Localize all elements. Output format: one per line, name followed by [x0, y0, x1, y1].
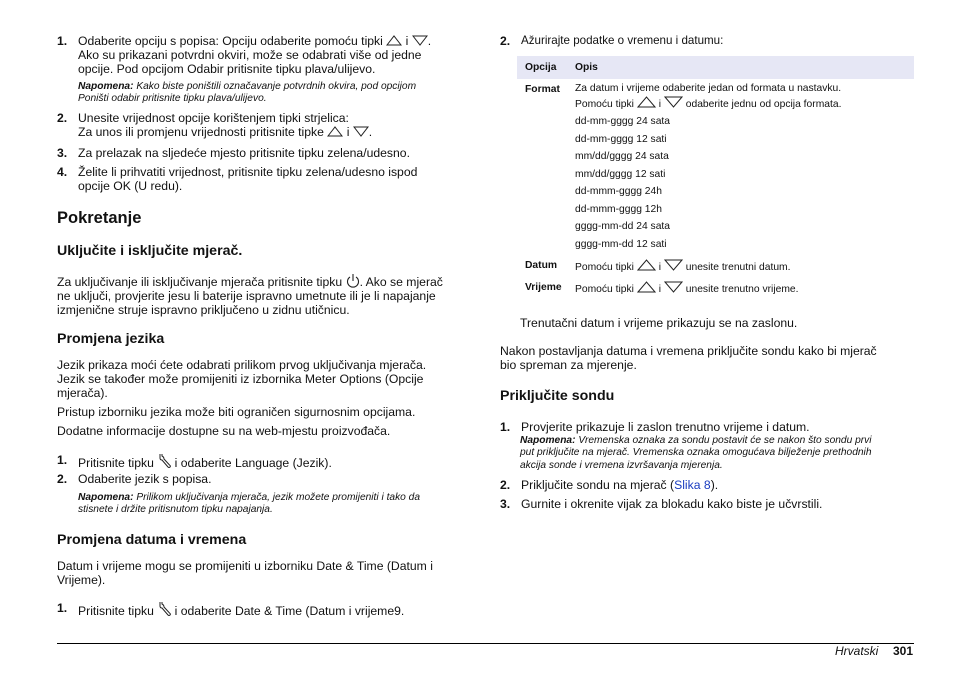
- subsection-title: Promjena datuma i vremena: [57, 532, 247, 548]
- up-arrow-icon: [637, 96, 656, 108]
- paragraph-text: Jezik se također može promijeniti iz izbornika Meter Options (Opcije: [57, 372, 424, 387]
- row-text: Pomoću tipki: [575, 262, 634, 273]
- section-title: Pokretanje: [57, 209, 142, 227]
- up-arrow-icon: [637, 259, 656, 271]
- down-arrow-icon: [664, 96, 683, 108]
- step-text: Priključite sondu na mjerač (: [521, 478, 675, 492]
- row-text: odaberite jednu od opcija formata.: [685, 98, 842, 110]
- paragraph: Trenutačni datum i vrijeme prikazuju se na zaslonu.: [520, 316, 798, 330]
- format-option: dd-mmm-gggg 12h: [575, 203, 662, 215]
- step-text: Odaberite jezik s popisa.: [78, 472, 212, 486]
- paragraph: [57, 358, 467, 401]
- and-text: i: [405, 34, 409, 48]
- step-number: 4.: [57, 165, 68, 179]
- step-text: Unesite vrijednost opcije korištenjem tipki strjelica:: [78, 111, 349, 125]
- step-number: 2.: [500, 478, 511, 492]
- step-text: i odaberite Language (Jezik).: [174, 456, 332, 470]
- paragraph-text: ne uključi, provjerite jesu li baterije ispravno umetnute ili je li napajanje: [57, 289, 436, 304]
- format-option: gggg-mm-dd 24 sata: [575, 221, 671, 232]
- paragraph-text: izmjenične struje ispravno priključeno u zidnu utičnicu.: [57, 303, 350, 318]
- up-arrow-icon: [637, 281, 656, 293]
- table-header: [517, 56, 914, 79]
- step-text: i odaberite Date & Time (Datum i vrijeme9.: [174, 604, 405, 618]
- row-label: Datum: [525, 260, 558, 271]
- paragraph: [57, 559, 469, 587]
- up-arrow-icon: [386, 35, 402, 46]
- wrench-icon: [157, 601, 171, 617]
- note-text: Prilikom uključivanja mjerača, jezik možete promijeniti i tako da: [136, 492, 420, 503]
- row-text: unesite trenutni datum.: [685, 262, 791, 273]
- step-text: opcije. Pod opcijom Odabir pritisnite tipku plava/ulijevo.: [78, 62, 376, 77]
- paragraph-text: bio spreman za mjerenje.: [500, 358, 637, 373]
- step-number: 1.: [500, 420, 511, 434]
- format-option: dd-mm-gggg 24 sata: [575, 116, 671, 127]
- step-number: 2.: [57, 111, 68, 125]
- step-number: 3.: [57, 146, 68, 160]
- row-label: Vrijeme: [525, 282, 562, 293]
- note-text: akcija sonde i vremena izvršavanja mjerenja.: [520, 459, 723, 471]
- step-text: Pritisnite tipku: [78, 456, 154, 470]
- format-option: mm/dd/gggg 12 sati: [575, 168, 666, 180]
- paragraph: Dodatne informacije dostupne su na web-mjestu proizvođača.: [57, 424, 391, 438]
- column-header: Opis: [575, 62, 598, 73]
- paragraph-text: Nakon postavljanja datuma i vremena priključite sondu kako bi mjerač: [500, 344, 877, 358]
- step-text: Ako su prikazani potvrdni okviri, može se odabrati više od jedne: [78, 48, 422, 63]
- wrench-icon: [157, 453, 171, 469]
- format-option: gggg-mm-dd 12 sati: [575, 238, 667, 250]
- power-icon: [346, 273, 360, 288]
- row-description: [575, 83, 910, 111]
- subsection-title: Priključite sondu: [500, 388, 615, 404]
- step-text: opcije OK (U redu).: [78, 179, 183, 194]
- paragraph-text: Za uključivanje ili isključivanje mjerača pritisnite tipku: [57, 275, 343, 289]
- up-arrow-icon: [327, 126, 343, 137]
- paragraph-text: Datum i vrijeme mogu se promijeniti u izborniku Date & Time (Datum i: [57, 559, 433, 573]
- step-number: 2.: [57, 472, 68, 486]
- and-text: i: [658, 98, 661, 110]
- down-arrow-icon: [664, 259, 683, 271]
- note-text: Kako biste poništili označavanje potvrdnih okvira, pod opcijom: [136, 81, 417, 92]
- row-label: Format: [525, 84, 560, 95]
- note-text: put priključite na mjerač. Vremenska oznaka omogućava bilježenje prethodnih: [520, 447, 872, 459]
- step-text: Želite li prihvatiti vrijednost, pritisnite tipku zelena/udesno ispod: [78, 165, 418, 179]
- paragraph-text: . Ako se mjerač: [359, 275, 443, 289]
- paragraph: [500, 344, 914, 372]
- note-text: Vremenska oznaka za sondu postavit će se nakon što sondu prvi: [578, 435, 872, 446]
- note-label: Napomena:: [78, 492, 134, 503]
- note-label: Napomena:: [520, 435, 576, 446]
- note: [78, 492, 468, 517]
- row-text: Pomoću tipki: [575, 98, 634, 110]
- step-number: 1.: [57, 453, 68, 467]
- note: [520, 435, 914, 472]
- step-text: Provjerite prikazuje li zaslon trenutno vrijeme i datum.: [521, 420, 810, 434]
- step-text: ).: [710, 478, 719, 492]
- note: [78, 81, 468, 106]
- note-label: Napomena:: [78, 81, 134, 92]
- format-option: mm/dd/gggg 24 sata: [575, 151, 669, 162]
- row-text: unesite trenutno vrijeme.: [685, 284, 799, 295]
- paragraph-text: Vrijeme).: [57, 573, 106, 588]
- figure-link[interactable]: Slika 8: [674, 478, 711, 492]
- paragraph: Pristup izborniku jezika može biti ograničen sigurnosnim opcijama.: [57, 405, 416, 419]
- step-text: Gurnite i okrenite vijak za blokadu kako biste je učvrstili.: [521, 497, 823, 511]
- step-number: 3.: [500, 497, 511, 511]
- down-arrow-icon: [664, 281, 683, 293]
- subsection-title: Promjena jezika: [57, 331, 165, 347]
- paragraph-text: Jezik prikaza moći ćete odabrati prilikom prvog uključivanja mjerača.: [57, 358, 427, 372]
- row-description: [575, 259, 910, 275]
- paragraph-text: mjerača).: [57, 386, 108, 401]
- step-text: Za prelazak na sljedeće mjesto pritisnite tipku zelena/udesno.: [78, 146, 410, 160]
- page-number: 301: [893, 644, 914, 658]
- and-text: i: [658, 262, 661, 273]
- step-number: 2.: [500, 34, 511, 48]
- format-list: [575, 113, 670, 253]
- and-text: i: [346, 125, 350, 140]
- paragraph: [57, 273, 469, 318]
- and-text: i: [658, 284, 661, 295]
- row-text: Pomoću tipki: [575, 284, 634, 295]
- note-text: Poništi odabir pritisnite tipku plava/ulijevo.: [78, 93, 267, 105]
- note-text: stisnete i držite pritisnutom tipku napajanja.: [78, 504, 273, 516]
- step-number: 1.: [57, 34, 68, 48]
- format-option: dd-mmm-gggg 24h: [575, 186, 662, 197]
- step-text: Odaberite opciju s popisa: Opciju odaberite pomoću tipki: [78, 34, 383, 48]
- subsection-title: Uključite i isključite mjerač.: [57, 243, 243, 259]
- down-arrow-icon: [353, 126, 369, 137]
- format-option: dd-mm-gggg 12 sati: [575, 133, 667, 145]
- step-text: Za unos ili promjenu vrijednosti pritisnite tipke: [78, 125, 324, 140]
- down-arrow-icon: [412, 35, 428, 46]
- column-header: Opcija: [525, 62, 557, 73]
- step-number: 1.: [57, 601, 68, 615]
- step-text: Ažurirajte podatke o vremenu i datumu:: [521, 34, 724, 47]
- step-text: Pritisnite tipku: [78, 604, 154, 618]
- footer-language: Hrvatski: [835, 644, 879, 658]
- footer-divider: [57, 643, 914, 644]
- row-text: Za datum i vrijeme odaberite jedan od formata u nastavku.: [575, 83, 842, 94]
- options-table: [517, 56, 914, 301]
- row-description: [575, 281, 910, 297]
